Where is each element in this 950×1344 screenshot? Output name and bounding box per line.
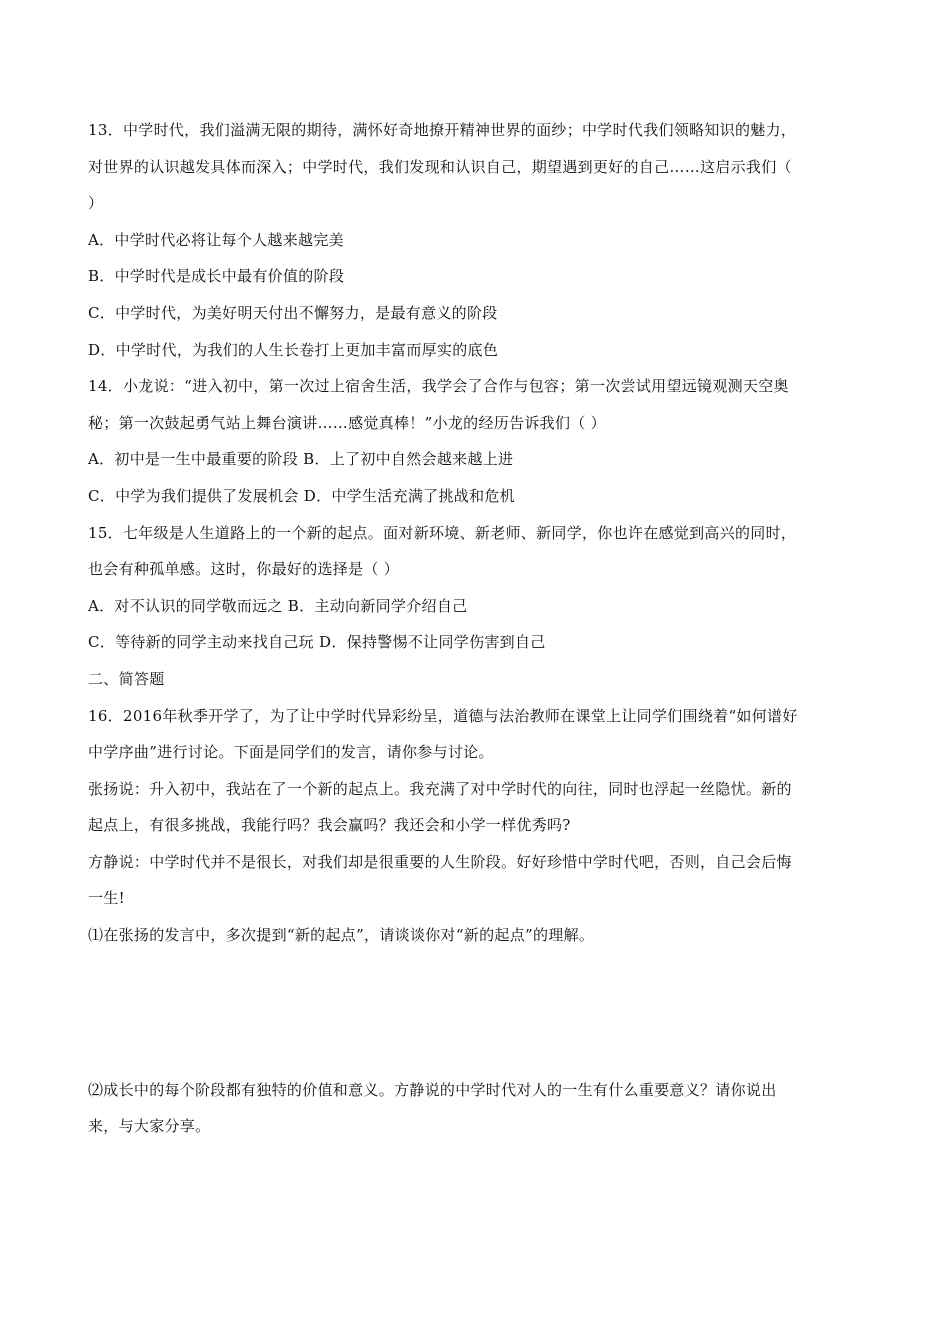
q15-options-cd: C．等待新的同学主动来找自己玩 D．保持警惕不让同学伤害到自己 bbox=[88, 633, 546, 652]
question-15 bbox=[88, 515, 868, 661]
question-13 bbox=[88, 112, 868, 368]
q15-options-ab: A．对不认识的同学敬而远之 B．主动向新同学介绍自己 bbox=[88, 596, 468, 615]
q15-stem-line-1: 15．七年级是人生道路上的一个新的起点。面对新环境、新老师、新同学，你也许在感觉到高兴的同时， bbox=[88, 523, 797, 542]
q13-stem-line-3: ） bbox=[88, 194, 104, 213]
q14-stem-line-1: 14．小龙说：“进入初中，第一次过上宿舍生活，我学会了合作与包容；第一次尝试用望远镜观测天空奥 bbox=[88, 377, 789, 396]
q16-zhang-line-2: 起点上，有很多挑战，我能行吗？我会赢吗？我还会和小学一样优秀吗? bbox=[88, 816, 571, 835]
q15-stem-line-2: 也会有种孤单感。这时，你最好的选择是（ ） bbox=[88, 560, 400, 579]
q13-option-a: A．中学时代必将让每个人越来越完美 bbox=[88, 230, 344, 249]
q16-subquestion-2-line-2: 来，与大家分享。 bbox=[88, 1117, 211, 1136]
q14-options-cd: C．中学为我们提供了发展机会 D．中学生活充满了挑战和危机 bbox=[88, 486, 515, 505]
q14-options-ab: A．初中是一生中最重要的阶段 B．上了初中自然会越来越上进 bbox=[88, 450, 514, 469]
q13-stem-line-1: 13．中学时代，我们溢满无限的期待，满怀好奇地撩开精神世界的面纱；中学时代我们领略知识的魅力， bbox=[88, 121, 797, 139]
q16-subquestion-2-line-1: ⑵成长中的每个阶段都有独特的价值和意义。方静说的中学时代对人的一生有什么重要意义？请你说出 bbox=[88, 1080, 777, 1099]
document-content bbox=[88, 112, 868, 1145]
q13-option-c: C．中学时代，为美好明天付出不懈努力，是最有意义的阶段 bbox=[88, 303, 498, 322]
question-16 bbox=[88, 698, 868, 1145]
q16-zhang-line-1: 张扬说：升入初中，我站在了一个新的起点上。我充满了对中学时代的向往，同时也浮起一丝隐忧。新的 bbox=[88, 779, 792, 798]
q16-stem-line-1: 16．2016年秋季开学了，为了让中学时代异彩纷呈，道德与法治教师在课堂上让同学们围绕着“如何谱好 bbox=[88, 706, 798, 725]
q16-fang-line-2: 一生! bbox=[88, 889, 125, 908]
q14-stem-line-2: 秘；第一次鼓起勇气站上舞台演讲……感觉真棒！”小龙的经历告诉我们（ ） bbox=[88, 413, 606, 432]
q13-option-d: D．中学时代，为我们的人生长卷打上更加丰富而厚实的底色 bbox=[88, 340, 499, 359]
q16-subquestion-1: ⑴在张扬的发言中，多次提到“新的起点”，请谈谈你对“新的起点”的理解。 bbox=[88, 926, 595, 945]
q16-stem-line-2: 中学序曲”进行讨论。下面是同学们的发言，请你参与讨论。 bbox=[88, 743, 494, 762]
answer-space-1 bbox=[88, 954, 868, 1072]
question-14 bbox=[88, 368, 868, 514]
q16-fang-line-1: 方静说：中学时代并不是很长，对我们却是很重要的人生阶段。好好珍惜中学时代吧，否则，自己会后悔 bbox=[88, 852, 792, 871]
q13-stem-line-2: 对世界的认识越发具体而深入；中学时代，我们发现和认识自己，期望遇到更好的自己……这启示我们（ bbox=[88, 157, 792, 176]
section-heading: 二、简答题 bbox=[88, 669, 165, 688]
q13-option-b: B．中学时代是成长中最有价值的阶段 bbox=[88, 267, 345, 286]
